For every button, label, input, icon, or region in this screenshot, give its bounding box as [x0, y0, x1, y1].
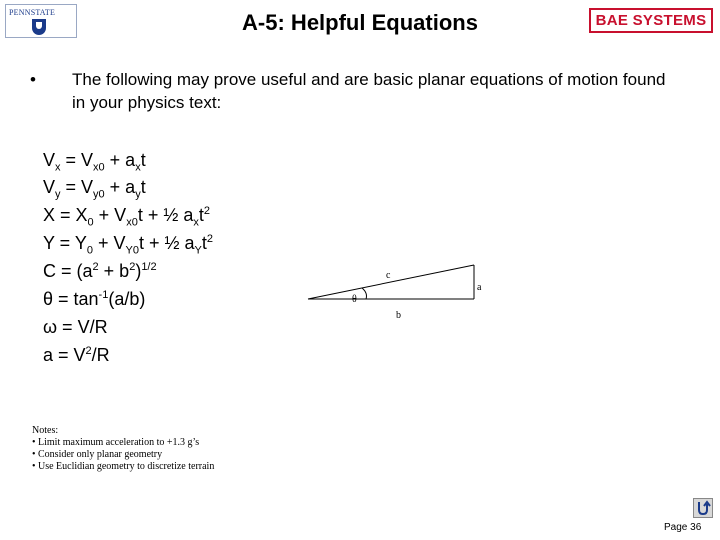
equation-c: $C = (a^2 + b^2)^{1/2}$ — [43, 261, 157, 281]
equation-centripetal: $a = V^2/R$ — [43, 345, 110, 365]
equation-y: $Y = Y_0 + V_{Y0}t$ + ½ $a_Yt^2$ — [43, 233, 214, 257]
list-item: • Limit maximum acceleration to +1.3 g’s — [32, 437, 200, 448]
angle-arc — [362, 288, 367, 299]
label-c: c — [386, 270, 391, 281]
pennstate-logo-text: PENNSTATE — [9, 8, 56, 17]
hypotenuse-c — [308, 265, 474, 299]
equation-omega: ω = V/R — [43, 317, 108, 337]
return-button[interactable] — [693, 498, 713, 518]
intro-text: The following may prove useful and are basic planar equations of motion found in your physics text: — [72, 70, 666, 112]
label-b: b — [396, 310, 401, 321]
notes-section — [32, 425, 214, 473]
label-theta: θ — [352, 294, 357, 305]
label-a: a — [477, 282, 482, 293]
equation-vy: $V_y = V_{y0} + a_yt$ — [43, 177, 146, 201]
page-title: A-5: Helpful Equations — [242, 10, 478, 35]
equation-x: $X = X_0 + V_{x0}t$ + ½ $a_xt^2$ — [43, 205, 210, 229]
page-number: Page 36 — [664, 522, 702, 533]
intro-bullet — [30, 68, 680, 114]
list-item: • Consider only planar geometry — [32, 449, 163, 460]
bullet-marker: • — [30, 70, 36, 89]
right-triangle-diagram — [300, 262, 500, 332]
equation-vx: $V_x = V_{x0} + a_xt$ — [43, 150, 146, 174]
notes-heading: Notes: — [32, 425, 59, 436]
bae-systems-logo: BAE SYSTEMS — [589, 8, 713, 33]
return-arrow-icon — [694, 499, 712, 517]
list-item: • Use Euclidian geometry to discretize terrain — [32, 461, 215, 472]
equation-theta: $\theta = \tan^{-1}(a/b)$ — [43, 289, 146, 309]
